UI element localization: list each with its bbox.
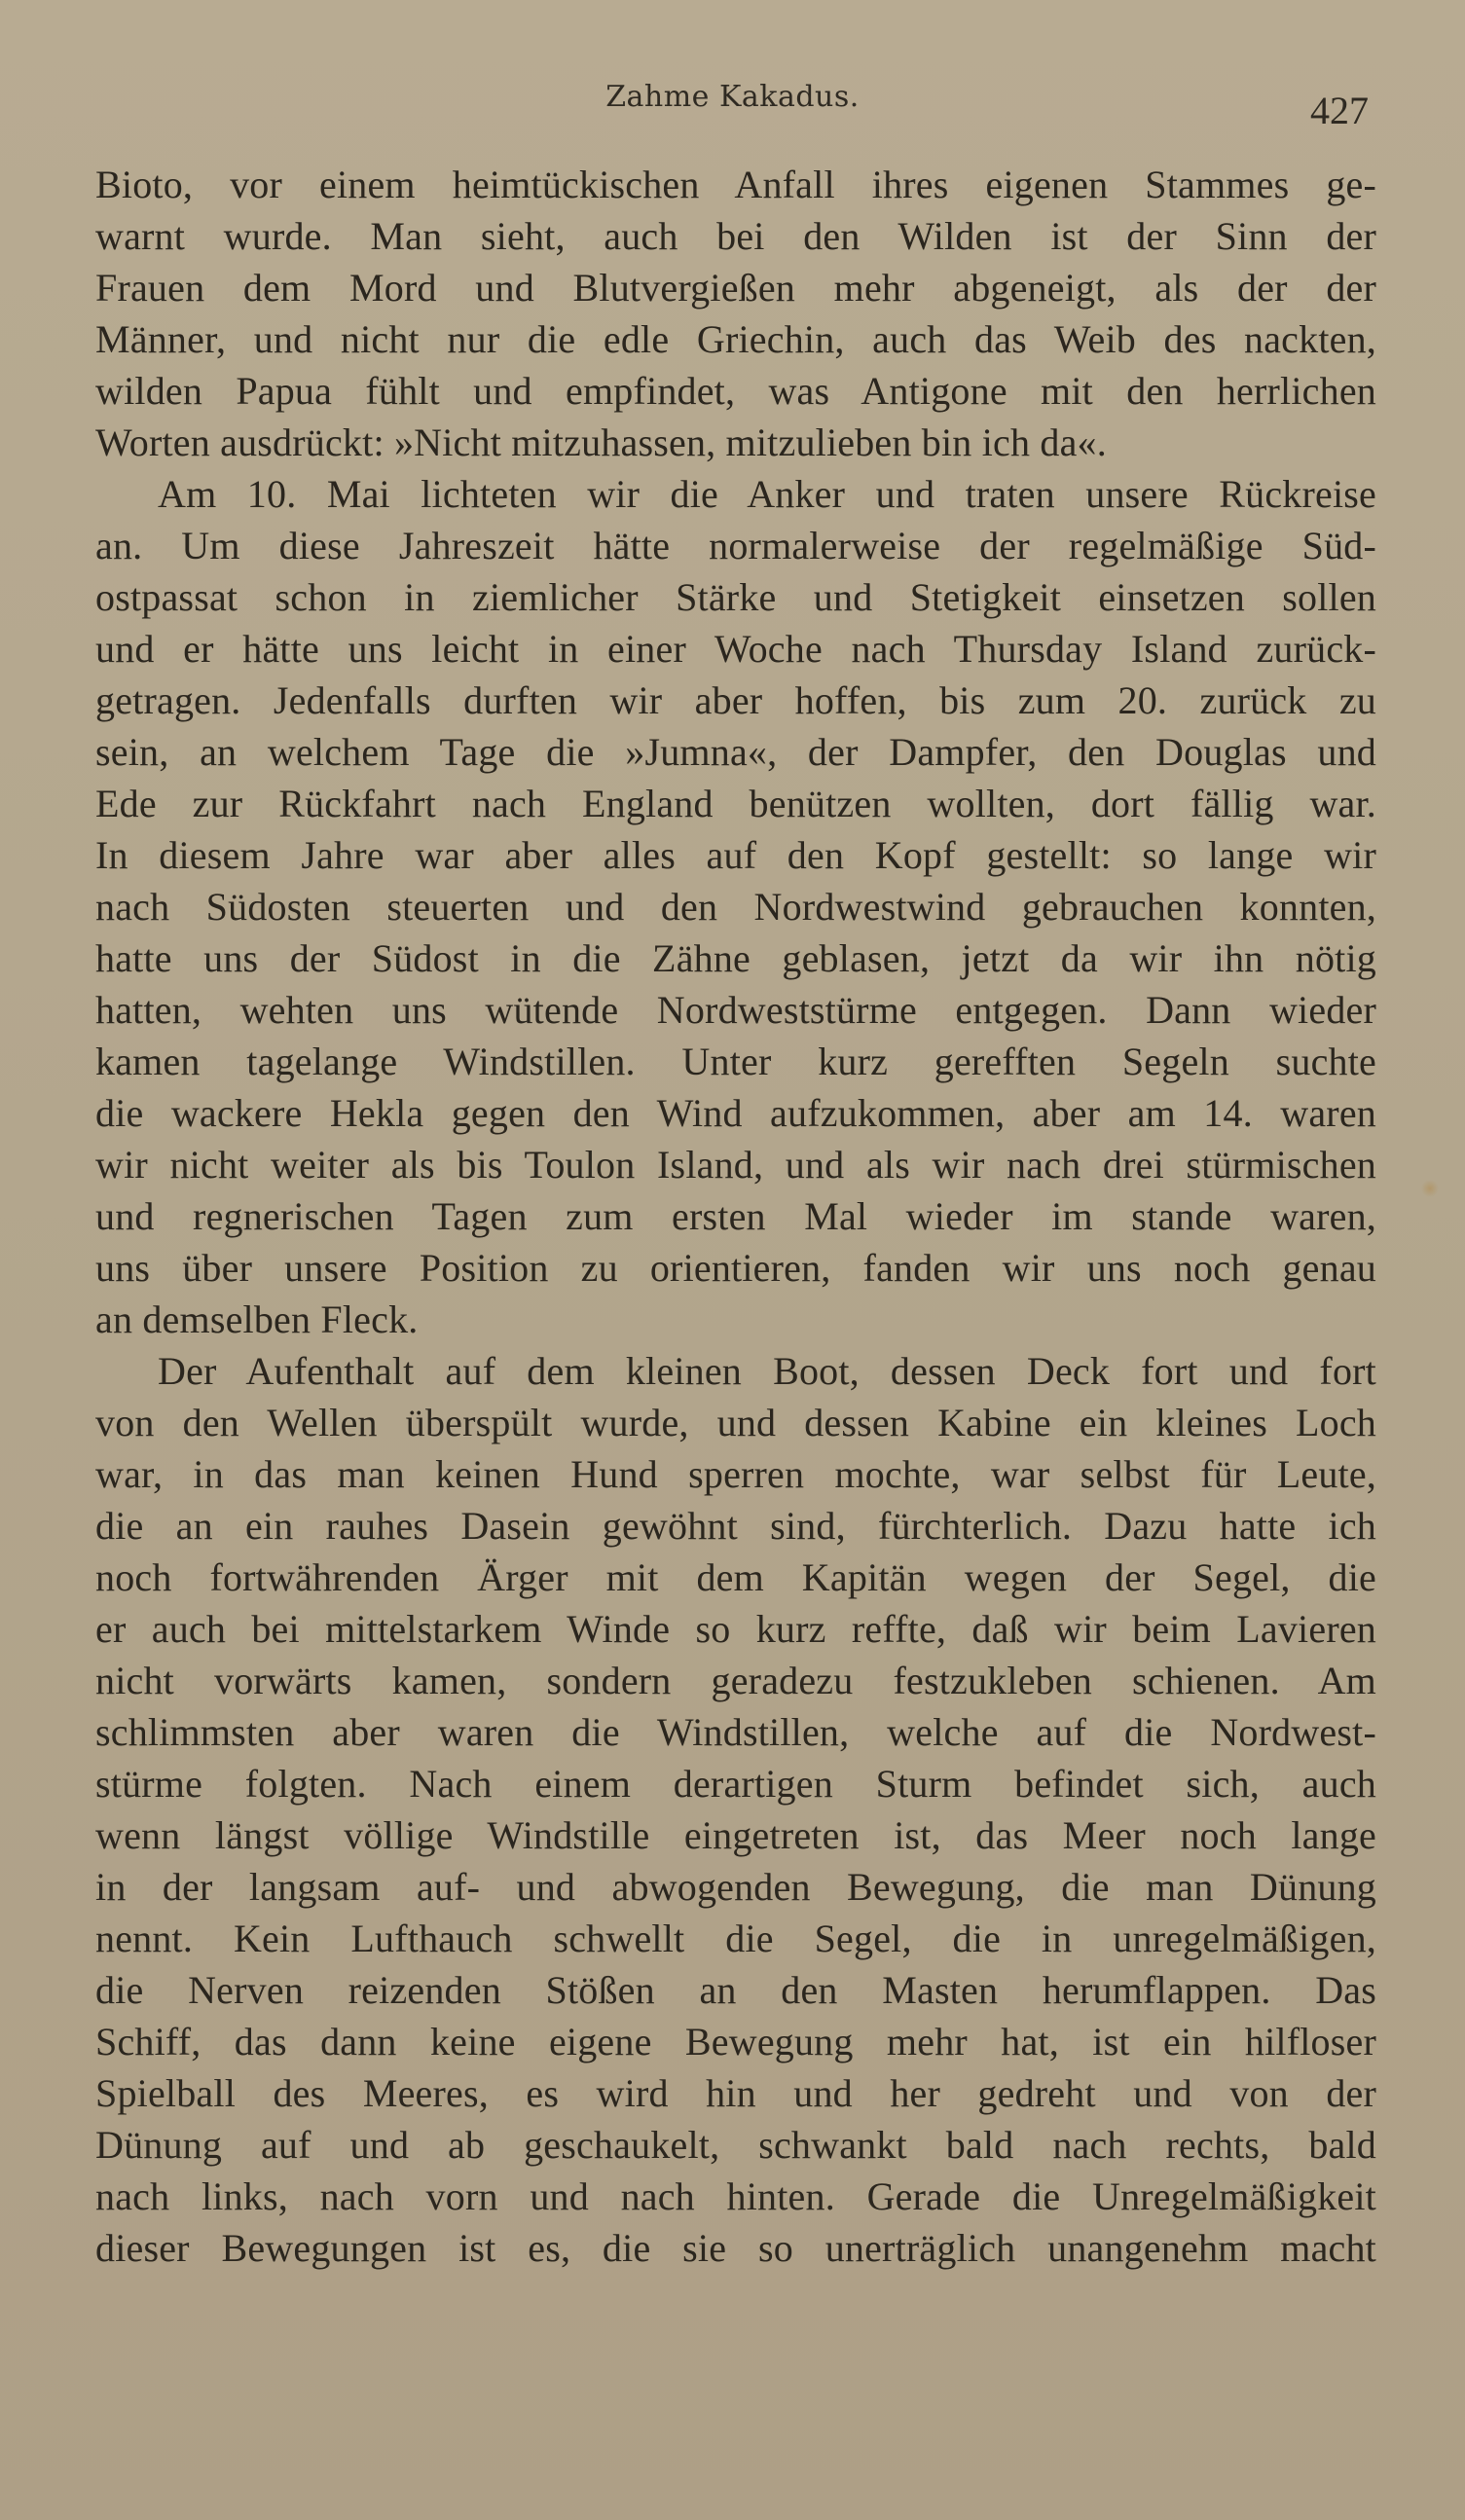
text-line: wilden Papua fühlt und empfindet, was Antigone mit den herrlichen — [95, 369, 1376, 413]
body-text — [95, 159, 1376, 2274]
text-line: er auch bei mittelstarkem Winde so kurz reffte, daß wir beim Lavieren — [95, 1607, 1376, 1651]
text-line: die Nerven reizenden Stößen an den Masten herumflappen. Das — [95, 1968, 1376, 2012]
text-line: hatte uns der Südost in die Zähne geblasen, jetzt da wir ihn nötig — [95, 936, 1376, 980]
page-number: 427 — [1310, 89, 1369, 132]
text-line: Bioto, vor einem heimtückischen Anfall ihres eigenen Stammes ge- — [95, 163, 1376, 206]
text-line: Schiff, das dann keine eigene Bewegung mehr hat, ist ein hilfloser — [95, 2020, 1376, 2063]
text-line: kamen tagelange Windstillen. Unter kurz gerefften Segeln suchte — [95, 1040, 1376, 1083]
text-line: getragen. Jedenfalls durften wir aber hoffen, bis zum 20. zurück zu — [95, 678, 1376, 722]
text-line: von den Wellen überspült wurde, und dessen Kabine ein kleines Loch — [95, 1401, 1376, 1444]
text-line: die an ein rauhes Dasein gewöhnt sind, fürchterlich. Dazu hatte ich — [95, 1504, 1376, 1548]
text-line: Männer, und nicht nur die edle Griechin, auch das Weib des nackten, — [95, 317, 1376, 361]
text-line: dieser Bewegungen ist es, die sie so unerträglich unangenehm macht — [95, 2226, 1376, 2270]
text-line: warnt wurde. Man sieht, auch bei den Wilden ist der Sinn der — [95, 214, 1376, 258]
text-line: an demselben Fleck. — [95, 1297, 419, 1341]
text-line: Dünung auf und ab geschaukelt, schwankt bald nach rechts, bald — [95, 2123, 1376, 2167]
paragraph-start-line: Am 10. Mai lichteten wir die Anker und traten unsere Rückreise — [158, 472, 1376, 516]
text-line: sein, an welchem Tage die »Jumna«, der Dampfer, den Douglas und — [95, 730, 1376, 774]
text-line: wir nicht weiter als bis Toulon Island, und als wir nach drei stürmischen — [95, 1143, 1376, 1187]
text-line: nennt. Kein Lufthauch schwellt die Segel, die in unregelmäßigen, — [95, 1917, 1376, 1960]
text-line: nicht vorwärts kamen, sondern geradezu festzukleben schienen. Am — [95, 1659, 1376, 1702]
text-line: stürme folgten. Nach einem derartigen Sturm befindet sich, auch — [95, 1762, 1376, 1806]
text-line: ostpassat schon in ziemlicher Stärke und Stetigkeit einsetzen sollen — [95, 575, 1376, 619]
text-line: In diesem Jahre war aber alles auf den Kopf gestellt: so lange wir — [95, 833, 1376, 877]
paper-stain — [1421, 1180, 1439, 1197]
text-line: Frauen dem Mord und Blutvergießen mehr abgeneigt, als der der — [95, 266, 1376, 310]
text-line: Spielball des Meeres, es wird hin und her gedreht und von der — [95, 2071, 1376, 2115]
text-line: an. Um diese Jahreszeit hätte normalerweise der regelmäßige Süd- — [95, 524, 1376, 567]
text-line: Ede zur Rückfahrt nach England benützen wollten, dort fällig war. — [95, 782, 1376, 825]
text-line: nach Südosten steuerten und den Nordwestwind gebrauchen konnten, — [95, 885, 1376, 929]
text-line: hatten, wehten uns wütende Nordweststürme entgegen. Dann wieder — [95, 988, 1376, 1032]
text-line: uns über unsere Position zu orientieren, fanden wir uns noch genau — [95, 1246, 1376, 1290]
text-line: noch fortwährenden Ärger mit dem Kapitän wegen der Segel, die — [95, 1555, 1376, 1599]
text-line: und er hätte uns leicht in einer Woche nach Thursday Island zurück- — [95, 627, 1376, 671]
text-line: die wackere Hekla gegen den Wind aufzukommen, aber am 14. waren — [95, 1091, 1376, 1135]
text-line: nach links, nach vorn und nach hinten. Gerade die Unregelmäßigkeit — [95, 2174, 1376, 2218]
text-line: Worten ausdrückt: »Nicht mitzuhassen, mitzulieben bin ich da«. — [95, 420, 1107, 464]
running-head: Zahme Kakadus. — [605, 80, 860, 114]
text-line: und regnerischen Tagen zum ersten Mal wieder im stande waren, — [95, 1194, 1376, 1238]
text-line: wenn längst völlige Windstille eingetreten ist, das Meer noch lange — [95, 1813, 1376, 1857]
paragraph-start-line: Der Aufenthalt auf dem kleinen Boot, dessen Deck fort und fort — [158, 1349, 1376, 1393]
text-line: in der langsam auf- und abwogenden Bewegung, die man Dünung — [95, 1865, 1376, 1909]
text-line: war, in das man keinen Hund sperren mochte, war selbst für Leute, — [95, 1452, 1376, 1496]
text-line: schlimmsten aber waren die Windstillen, welche auf die Nordwest- — [95, 1710, 1376, 1754]
